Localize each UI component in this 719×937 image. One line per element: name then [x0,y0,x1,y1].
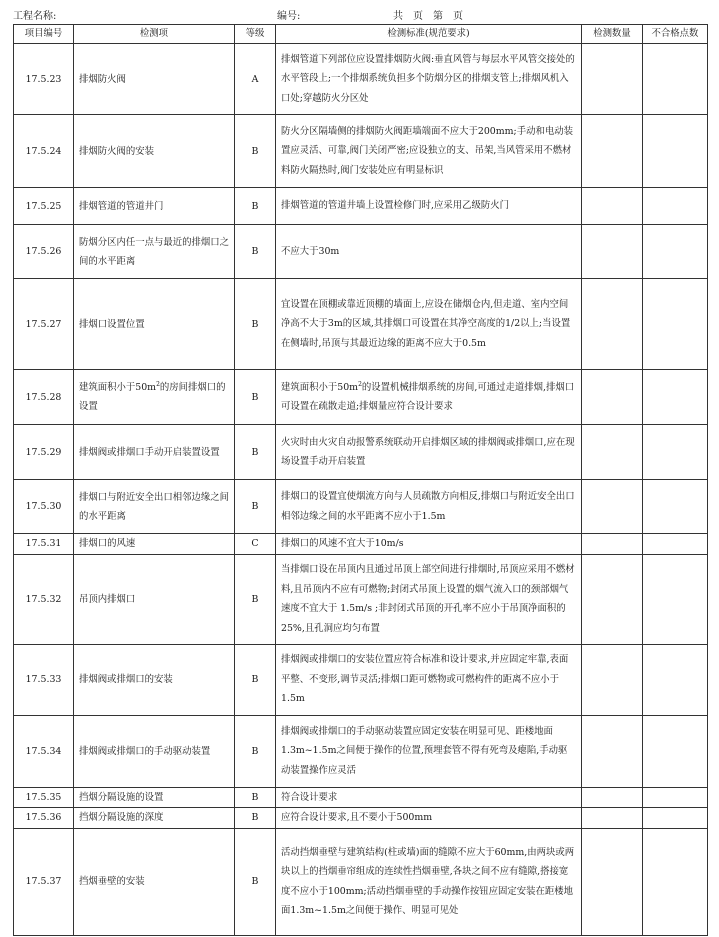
row-quantity-cell[interactable] [582,115,643,188]
row-item: 防烟分区内任一点与最近的排烟口之间的水平距离 [74,225,235,279]
row-code: 17.5.31 [14,534,74,555]
row-code: 17.5.26 [14,225,74,279]
row-failed-points-cell[interactable] [643,425,708,480]
row-grade: B [235,554,276,644]
row-quantity-cell[interactable] [582,279,643,370]
row-quantity-cell[interactable] [582,188,643,225]
row-code: 17.5.23 [14,44,74,115]
row-item: 吊顶内排烟口 [74,554,235,644]
row-standard: 活动挡烟垂壁与建筑结构(柱或墙)面的缝隙不应大于60mm,由两块或两块以上的挡烟垂帘组成的连续性挡烟垂壁,各块之间不应有缝隙,搭接宽度不应小于100mm;活动挡烟垂壁的手动操作按钮应固定安装在距楼地面1.3m~1.5m之间便于操作、明显可见处 [276,828,582,935]
row-failed-points-cell[interactable] [643,370,708,425]
row-quantity-cell[interactable] [582,225,643,279]
row-item: 挡烟分隔设施的深度 [74,808,235,829]
row-grade: B [235,808,276,829]
column-header-failed-points: 不合格点数 [643,25,708,44]
row-failed-points-cell[interactable] [643,115,708,188]
row-grade: B [235,225,276,279]
row-failed-points-cell[interactable] [643,554,708,644]
column-header-quantity: 检测数量 [582,25,643,44]
inspection-table [13,24,708,936]
row-code: 17.5.25 [14,188,74,225]
column-header-standard: 检测标准(规范要求) [276,25,582,44]
row-item: 排烟阀或排烟口的手动驱动装置 [74,715,235,787]
row-failed-points-cell[interactable] [643,534,708,555]
page-count-label: 共 页 第 页 [393,11,463,22]
row-quantity-cell[interactable] [582,787,643,808]
row-code: 17.5.28 [14,370,74,425]
row-item: 挡烟分隔设施的设置 [74,787,235,808]
row-code: 17.5.24 [14,115,74,188]
row-code: 17.5.32 [14,554,74,644]
row-grade: B [235,370,276,425]
table-row [14,370,708,425]
table-row [14,425,708,480]
row-grade: B [235,188,276,225]
row-item: 排烟管道的管道井门 [74,188,235,225]
row-grade: B [235,279,276,370]
row-failed-points-cell[interactable] [643,828,708,935]
row-item: 排烟防火阀的安装 [74,115,235,188]
row-grade: B [235,828,276,935]
row-failed-points-cell[interactable] [643,44,708,115]
row-standard: 排烟管道的管道井墙上设置检修门时,应采用乙级防火门 [276,188,582,225]
column-header-grade: 等级 [235,25,276,44]
row-item: 挡烟垂壁的安装 [74,828,235,935]
row-standard: 排烟阀或排烟口的安装位置应符合标准和设计要求,并应固定牢靠,表面平整、不变形,调节灵活;排烟口距可燃物或可燃构件的距离不应小于1.5m [276,644,582,715]
row-code: 17.5.30 [14,480,74,534]
table-row [14,808,708,829]
row-quantity-cell[interactable] [582,480,643,534]
row-standard: 符合设计要求 [276,787,582,808]
table-row [14,225,708,279]
row-quantity-cell[interactable] [582,828,643,935]
row-failed-points-cell[interactable] [643,787,708,808]
table-row [14,44,708,115]
row-grade: B [235,715,276,787]
row-quantity-cell[interactable] [582,425,643,480]
row-standard: 应符合设计要求,且不要小于500mm [276,808,582,829]
document-number-label: 编号: [277,11,301,22]
row-code: 17.5.34 [14,715,74,787]
row-code: 17.5.29 [14,425,74,480]
row-item: 排烟防火阀 [74,44,235,115]
column-header-code: 项目编号 [14,25,74,44]
row-code: 17.5.33 [14,644,74,715]
row-standard: 当排烟口设在吊顶内且通过吊顶上部空间进行排烟时,吊顶应采用不燃材料,且吊顶内不应有可燃物;封闭式吊顶上设置的烟气流入口的颈部烟气速度不宜大于 1.5m/s ;非封闭式吊顶的开孔率不应小于吊顶净面积的25%,且孔洞应均匀布置 [276,554,582,644]
table-row [14,115,708,188]
row-failed-points-cell[interactable] [643,279,708,370]
row-failed-points-cell[interactable] [643,188,708,225]
table-row [14,644,708,715]
row-grade: B [235,115,276,188]
row-standard: 排烟口的风速不宜大于10m/s [276,534,582,555]
table-row [14,188,708,225]
page-header [0,0,719,24]
row-quantity-cell[interactable] [582,715,643,787]
row-item: 排烟口与附近安全出口相邻边缘之间的水平距离 [74,480,235,534]
table-header-row [14,25,708,44]
row-standard: 不应大于30m [276,225,582,279]
table-row [14,480,708,534]
row-quantity-cell[interactable] [582,44,643,115]
row-grade: B [235,425,276,480]
table-row [14,554,708,644]
row-failed-points-cell[interactable] [643,225,708,279]
row-item: 排烟阀或排烟口手动开启装置设置 [74,425,235,480]
row-standard: 防火分区隔墙侧的排烟防火阀距墙端面不应大于200mm;手动和电动装置应灵活、可靠,阀门关闭严密;应设独立的支、吊架,当风管采用不燃材料防火隔热时,阀门安装处应有明显标识 [276,115,582,188]
row-grade: C [235,534,276,555]
row-code: 17.5.27 [14,279,74,370]
row-standard: 排烟阀或排烟口的手动驱动装置应固定安装在明显可见、距楼地面1.3m~1.5m之间便于操作的位置,预埋套管不得有死弯及瘪陷,手动驱动装置操作应灵活 [276,715,582,787]
row-failed-points-cell[interactable] [643,644,708,715]
table-row [14,715,708,787]
row-code: 17.5.36 [14,808,74,829]
project-name-label: 工程名称: [13,11,57,22]
row-grade: B [235,480,276,534]
row-standard: 宜设置在顶棚或靠近顶棚的墙面上,应设在储烟仓内,但走道、室内空间净高不大于3m的区域,其排烟口可设置在其净空高度的1/2以上;当设置在侧墙时,吊顶与其最近边缘的距离不应大于0.5m [276,279,582,370]
row-quantity-cell[interactable] [582,554,643,644]
row-grade: B [235,787,276,808]
row-failed-points-cell[interactable] [643,715,708,787]
row-code: 17.5.35 [14,787,74,808]
row-item: 排烟口设置位置 [74,279,235,370]
row-item: 建筑面积小于$50m^2$的房间排烟口的设置 [74,370,235,425]
row-code: 17.5.37 [14,828,74,935]
column-header-item: 检测项 [74,25,235,44]
row-failed-points-cell[interactable] [643,808,708,829]
row-item: 排烟阀或排烟口的安装 [74,644,235,715]
row-failed-points-cell[interactable] [643,480,708,534]
table-row [14,279,708,370]
row-standard: 排烟管道下列部位应设置排烟防火阀:垂直风管与每层水平风管交接处的水平管段上;一个排烟系统负担多个防烟分区的排烟支管上;排烟风机入口处;穿越防火分区处 [276,44,582,115]
row-item: 排烟口的风速 [74,534,235,555]
table-row [14,828,708,935]
row-quantity-cell[interactable] [582,534,643,555]
row-standard: 火灾时由火灾自动报警系统联动开启排烟区域的排烟阀或排烟口,应在现场设置手动开启装置 [276,425,582,480]
row-grade: B [235,644,276,715]
table-row [14,787,708,808]
row-standard: 排烟口的设置宜使烟流方向与人员疏散方向相反,排烟口与附近安全出口相邻边缘之间的水平距离不应小于1.5m [276,480,582,534]
row-standard: 建筑面积小于$50m^2$的设置机械排烟系统的房间,可通过走道排烟,排烟口可设置在疏散走道;排烟量应符合设计要求 [276,370,582,425]
row-quantity-cell[interactable] [582,644,643,715]
row-quantity-cell[interactable] [582,808,643,829]
row-grade: A [235,44,276,115]
row-quantity-cell[interactable] [582,370,643,425]
table-row [14,534,708,555]
